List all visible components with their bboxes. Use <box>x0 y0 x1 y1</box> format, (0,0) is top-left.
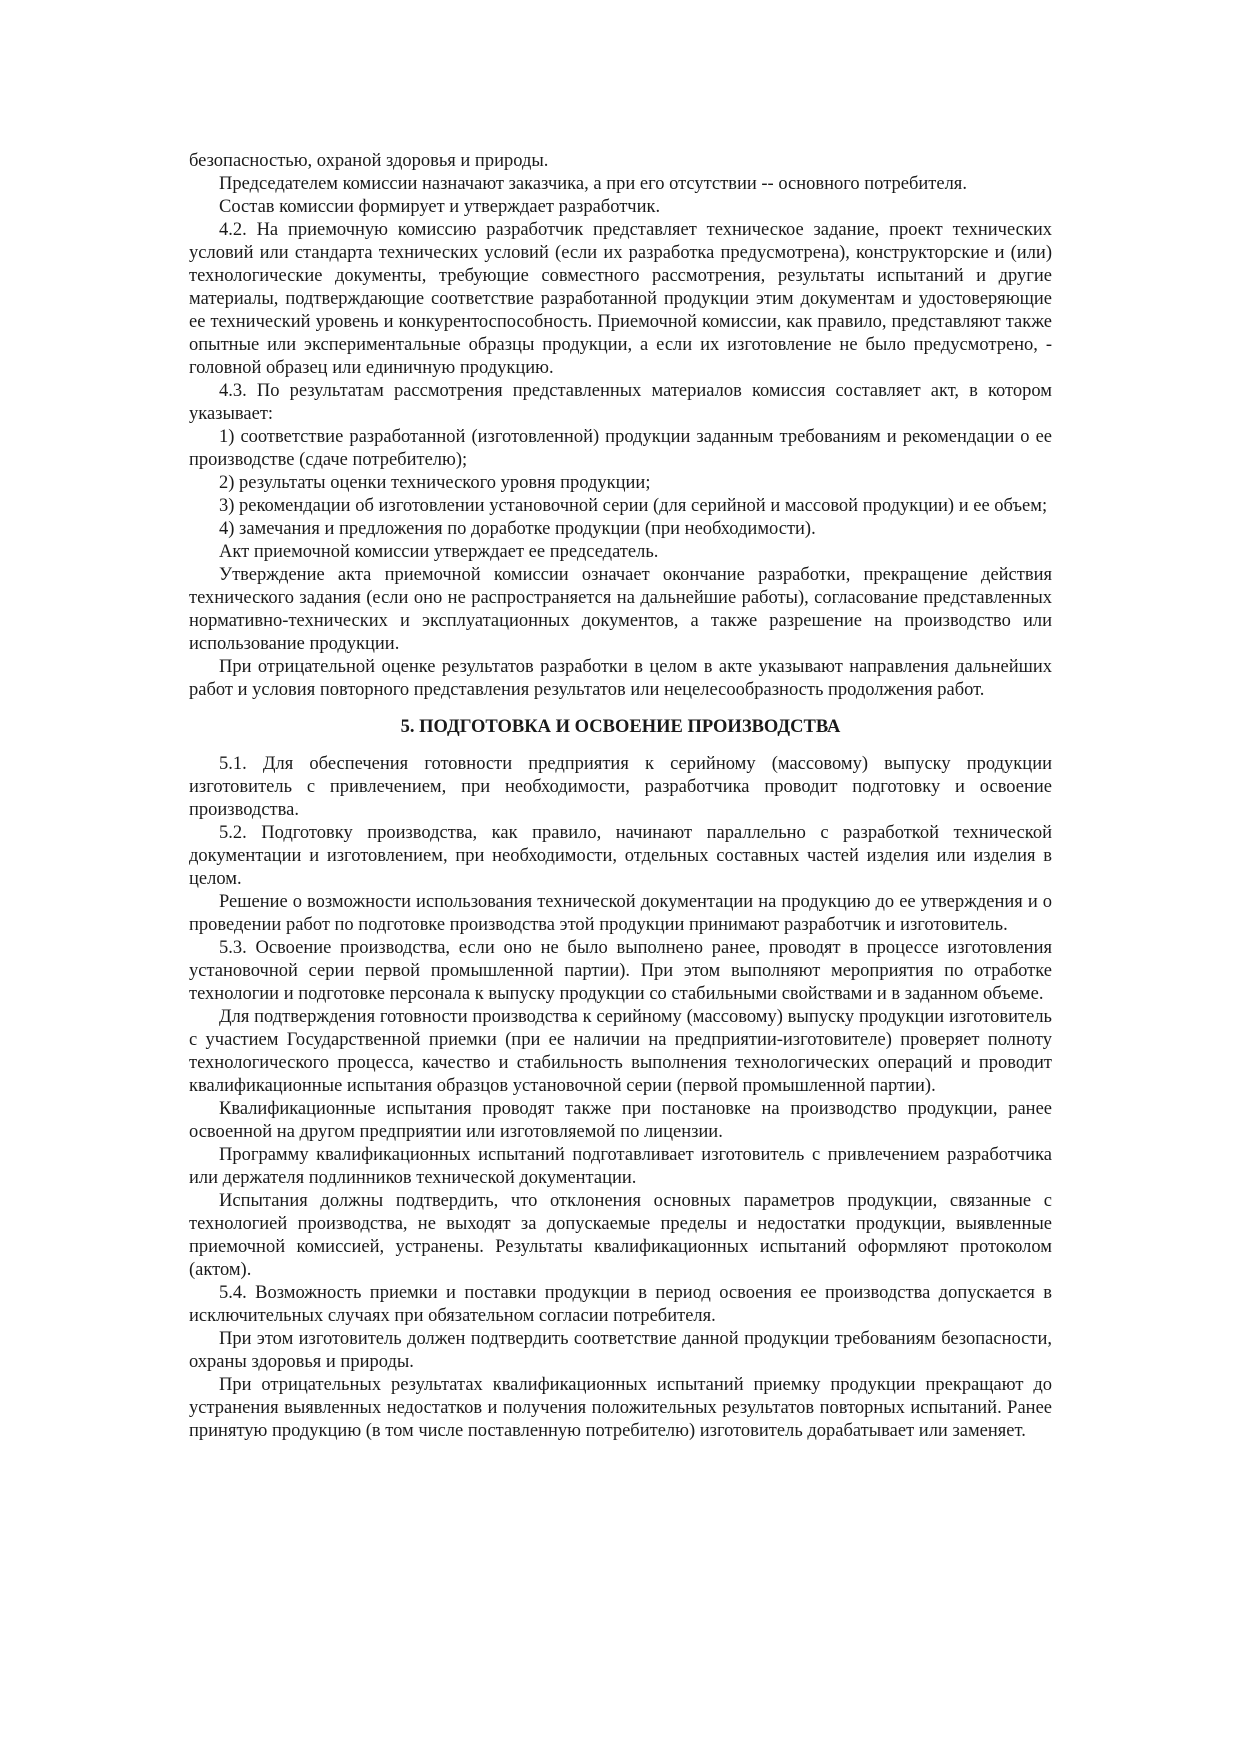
paragraph: 5.1. Для обеспечения готовности предприятия к серийному (массовому) выпуску продукции изготовитель с привлечением, при необходимости, разработчика проводит подготовку и освоение производства. <box>189 754 1052 820</box>
paragraph: 5.4. Возможность приемки и поставки продукции в период освоения ее производства допускается в исключительных случаях при обязательном согласии потребителя. <box>189 1283 1052 1326</box>
paragraph: 5.3. Освоение производства, если оно не было выполнено ранее, проводят в процессе изготовления установочной серии первой промышленной партии). При этом выполняют мероприятия по отработке технологии и подготовке персонала к выпуску продукции со стабильными свойствами и в заданном объеме. <box>189 938 1052 1004</box>
document-page <box>189 150 1052 1443</box>
paragraph: При отрицательной оценке результатов разработки в целом в акте указывают направления дальнейших работ и условия повторного представления результатов или нецелесообразность продолжения работ. <box>189 657 1052 700</box>
paragraph: При отрицательных результатах квалификационных испытаний приемку продукции прекращают до устранения выявленных недостатков и получения положительных результатов повторных испытаний. Ранее принятую продукцию (в том числе поставленную потребителю) изготовитель дорабатывает или заменяет. <box>189 1375 1052 1441</box>
paragraph: Акт приемочной комиссии утверждает ее председатель. <box>219 542 659 562</box>
paragraph: Для подтверждения готовности производства к серийному (массовому) выпуску продукции изготовитель с участием Государственной приемки (при ее наличии на предприятии-изготовителе) проверяет полноту технологического процесса, качество и стабильность выполнения технологических операций и проводит квалификационные испытания образцов установочной серии (первой промышленной партии). <box>189 1007 1052 1096</box>
paragraph: При этом изготовитель должен подтвердить соответствие данной продукции требованиям безопасности, охраны здоровья и природы. <box>189 1329 1052 1372</box>
section-title: ПОДГОТОВКА И ОСВОЕНИЕ ПРОИЗВОДСТВА <box>419 717 841 737</box>
list-item: 3) рекомендации об изготовлении установочной серии (для серийной и массовой продукции) и ее объем; <box>219 496 1048 516</box>
paragraph: Испытания должны подтвердить, что отклонения основных параметров продукции, связанные с технологией производства, не выходят за допускаемые пределы и недостатки продукции, выявленные приемочной комиссией, устранены. Результаты квалификационных испытаний оформляют протоколом (актом). <box>189 1191 1052 1280</box>
paragraph: Квалификационные испытания проводят также при постановке на производство продукции, ранее освоенной на другом предприятии или изготовляемой по лицензии. <box>189 1099 1052 1142</box>
paragraph: 4.2. На приемочную комиссию разработчик представляет техническое задание, проект технических условий или стандарта технических условий (если их разработка предусмотрена), конструкторские и (или) технологические документы, требующие совместного рассмотрения, результаты испытаний и другие материалы, подтверждающие соответствие разработанной продукции этим документам и удостоверяющие ее технический уровень и конкурентоспособность. Приемочной комиссии, как правило, представляют также опытные или экспериментальные образцы продукции, а если их изготовление не было предусмотрено, - головной образец или единичную продукцию. <box>189 220 1052 378</box>
section-separator: . <box>409 717 420 737</box>
paragraph: 5.2. Подготовку производства, как правило, начинают параллельно с разработкой технической документации и изготовлением, при необходимости, отдельных составных частей изделия или изделия в целом. <box>189 823 1052 889</box>
paragraph: 4.3. По результатам рассмотрения представленных материалов комиссия составляет акт, в котором указывает: <box>189 381 1052 424</box>
paragraph: Программу квалификационных испытаний подготавливает изготовитель с привлечением разработчика или держателя подлинников технической документации. <box>189 1145 1052 1188</box>
list-item: 4) замечания и предложения по доработке продукции (при необходимости). <box>219 519 816 539</box>
paragraph: Утверждение акта приемочной комиссии означает окончание разработки, прекращение действия технического задания (если оно не распространяется на дальнейшие работы), согласование представленных нормативно-технических и эксплуатационных документов, а также разрешение на производство или использование продукции. <box>189 565 1052 654</box>
list-item: 2) результаты оценки технического уровня продукции; <box>219 473 651 493</box>
list-item: 1) соответствие разработанной (изготовленной) продукции заданным требованиям и рекомендации о ее производстве (сдаче потребителю); <box>189 427 1052 470</box>
paragraph: Председателем комиссии назначают заказчика, а при его отсутствии -- основного потребителя. <box>219 174 967 194</box>
paragraph: безопасностью, охраной здоровья и природы. <box>189 151 549 171</box>
paragraph: Состав комиссии формирует и утверждает разработчик. <box>219 197 661 217</box>
section-number: 5 <box>400 717 410 737</box>
paragraph: Решение о возможности использования технической документации на продукцию до ее утверждения и о проведении работ по подготовке производства этой продукции принимают разработчик и изготовитель. <box>189 892 1052 935</box>
section-heading <box>189 716 1052 739</box>
